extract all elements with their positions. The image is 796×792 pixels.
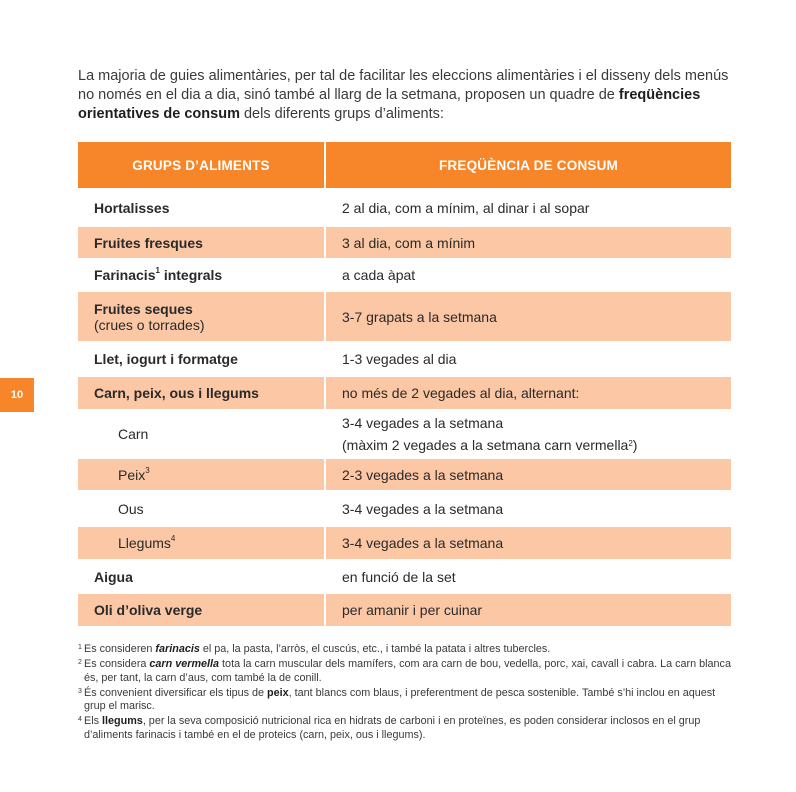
footnote [78,687,738,714]
footnote-emphasis: carn vermella [149,658,220,671]
group-cell [78,188,326,225]
frequency-cell: 1-3 vegades al dia [326,341,731,375]
frequency-cell: a cada àpat [326,258,731,290]
group-label: Ous [118,500,144,517]
frequency-cell: per amanir i per cuinar [326,592,731,626]
group-label-note: (crues o torrades) [94,316,205,333]
frequency-cell: 3-4 vegades a la setmana [326,490,731,525]
group-cell [78,341,326,375]
table-row [78,258,731,290]
frequency-note: (màxim 2 vegades a la setmana carn vermella [342,437,629,453]
frequency-cell: 2-3 vegades a la setmana [326,457,731,490]
frequency-cell: en funció de la set [326,559,731,592]
footnote-text: Es considera [84,658,150,671]
footnote-number: 1 [78,644,82,651]
group-label-suffix: integrals [159,267,223,283]
table-row [78,290,731,341]
group-label: Aigua [94,568,133,585]
footnote-text-end: , per la seva composició nutricional rica en hidrats de carboni i en proteïnes, es poden considerar inclosos en el grup d’aliments farinacis i també en el de proteics (carn, peix, ous i llegums). [84,715,701,741]
footnote-emphasis: llegums [102,715,143,728]
table-header-row [78,142,731,188]
group-label: Carn [118,426,149,442]
group-cell [78,457,326,490]
table-row [78,409,731,457]
intro-bold-text: freqüències orientatives de consum [78,87,701,122]
footnote-emphasis: peix [267,686,289,699]
header-groups: GRUPS D’ALIMENTS [78,142,326,188]
table-row [78,225,731,258]
group-cell [78,375,326,409]
group-cell [78,225,326,258]
frequency-cell: 3 al dia, com a mínim [326,225,731,258]
footnote [78,643,738,656]
header-frequency: FREQÜÈNCIA DE CONSUM [326,142,731,188]
footnote [78,715,738,742]
group-label: Farinacis [94,267,156,283]
group-label: Llet, iogurt i formatge [94,351,238,367]
frequency-cell [326,409,731,457]
footnote-ref: 3 [145,465,150,475]
frequency-cell: 3-7 grapats a la setmana [326,290,731,341]
group-cell [78,258,326,290]
table-row [78,559,731,592]
footnote-ref: 2 [628,439,633,448]
table-row [78,188,731,225]
frequency-note-close: ) [632,437,638,453]
group-label: Peix [118,466,146,483]
footnote-number: 4 [78,716,82,724]
group-label: Llegums [118,535,171,551]
page-number-tab [0,378,34,412]
table-row [78,592,731,626]
group-label: Hortalisses [94,199,170,216]
frequency-table [78,142,731,626]
footnote-ref: 1 [155,266,160,275]
table-row [78,525,731,559]
group-cell [78,559,326,592]
group-label: Carn, peix, ous i llegums [94,385,259,401]
footnote-text: És convenient diversificar els tipus de [84,686,268,699]
footnote-text: Es consideren [84,643,156,655]
footnote-text-end: , tant blancs com blaus, i preferentment de pesca sostenible. També s’hi inclou en aquest grup el marisc. [84,686,716,713]
group-cell [78,525,326,559]
group-label: Oli d’oliva verge [94,602,203,618]
group-label: Fruites fresques [94,234,203,251]
table-row [78,375,731,409]
group-cell [78,290,326,341]
footnote-number: 2 [78,659,82,667]
group-cell [78,490,326,525]
page-number: 10 [10,389,24,401]
frequency-cell: no més de 2 vegades al dia, alternant: [326,375,731,409]
footnote-text: Els [84,715,102,728]
footnote [78,658,738,685]
table-row [78,490,731,525]
frequency-cell: 3-4 vegades a la setmana [326,525,731,559]
frequency-text: 3-4 vegades a la setmana [342,415,504,431]
group-cell [78,409,326,457]
footnote-number: 3 [78,687,82,695]
intro-text-end: dels diferents grups d’aliments: [239,106,444,122]
group-cell [78,592,326,626]
footnote-text-end: tota la carn muscular dels mamífers, com ara carn de bou, vedella, porc, xai, cavall i cabra. La carn blanca és, per tant, la carn d’aus, com també la de conill. [84,658,731,684]
frequency-cell: 2 al dia, com a mínim, al dinar i al sopar [326,188,731,225]
footnote-text-end: el pa, la pasta, l’arròs, el cuscús, etc., i també la patata i altres tubercles. [199,643,551,655]
footnote-emphasis: farinacis [155,643,200,655]
intro-paragraph [78,67,738,124]
intro-text: La majoria de guies alimentàries, per tal de facilitar les eleccions alimentàries i el disseny dels menús no només en el dia a dia, sinó també al llarg de la setmana, proposen un quadre de [78,68,729,103]
footnote-ref: 4 [170,534,176,543]
table-row [78,341,731,375]
table-row [78,457,731,490]
group-label: Fruites seques [94,300,193,317]
footnotes [78,643,738,744]
